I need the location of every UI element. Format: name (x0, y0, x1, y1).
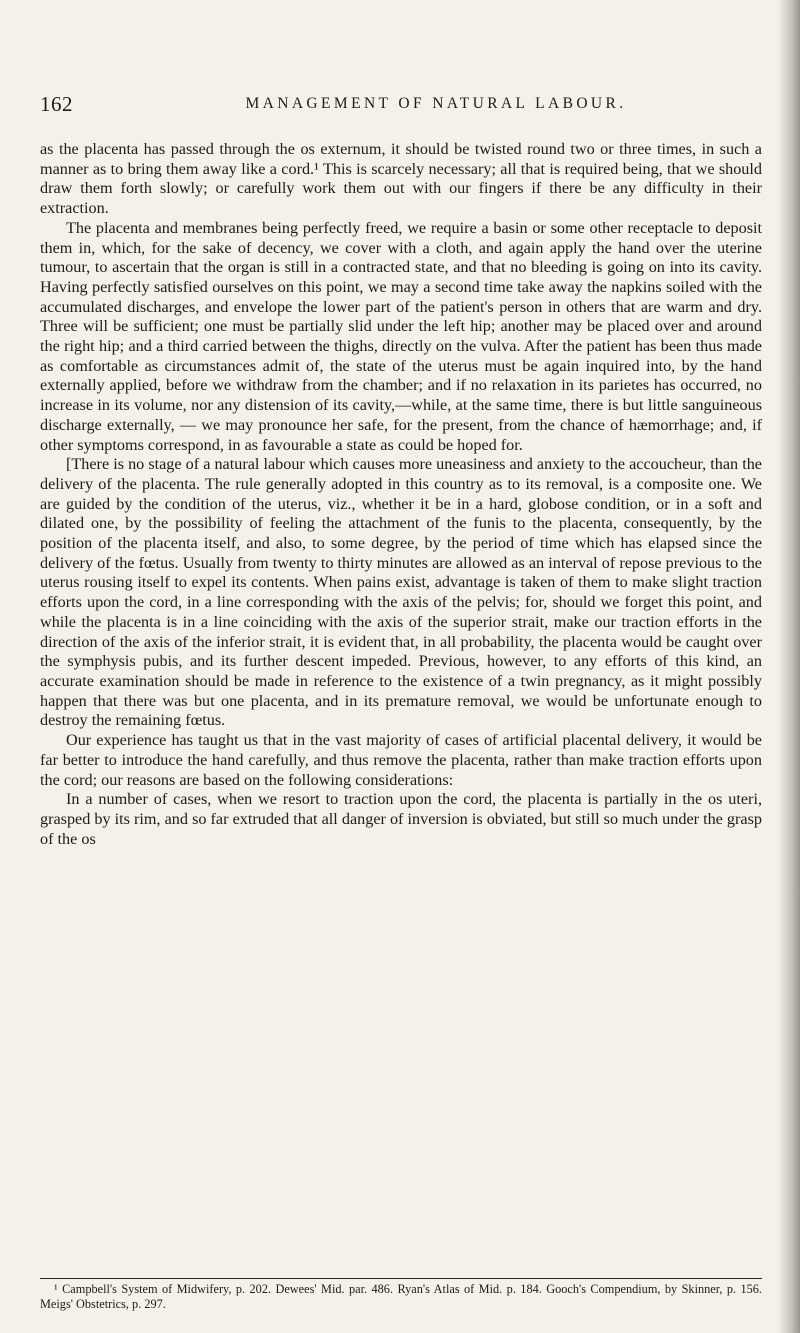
footnote-text: ¹ Campbell's System of Midwifery, p. 202. Dewees' Mid. par. 486. Ryan's Atlas of Mid. p. 184. Gooch's Compendium, by Skinner, p. 156. Meigs' Obstetrics, p. 297. (40, 1282, 762, 1311)
paragraph: [There is no stage of a natural labour which causes more uneasiness and anxiety to the accoucheur, than the delivery of the placenta. The rule generally adopted in this country as to its removal, is a composite one. We are guided by the condition of the uterus, viz., whether it be in a hard, globose condition, or in a soft and dilated one, by the possibility of feeling the attachment of the funis to the placenta, consequently, by the position of the placenta itself, and also, to some degree, by the period of time which has elapsed since the delivery of the fœtus. Usually from twenty to thirty minutes are allowed as an interval of repose previous to the uterus rousing itself to expel its contents. When pains exist, advantage is taken of them to make slight traction efforts upon the cord, in a line corresponding with the axis of the pelvis; for, should we forget this point, and while the placenta is in a line coinciding with the axis of the superior strait, make our traction efforts in the direction of the axis of the inferior strait, it is evident that, in all probability, the placenta would be caught over the symphysis pubis, and its further descent impeded. Previous, however, to any efforts of this kind, an accurate examination should be made in reference to the existence of a twin pregnancy, as it might possibly happen that there was but one placenta, and in its premature removal, we would be unfortunate enough to destroy the remaining fœtus. (40, 455, 762, 730)
footnote-rule (40, 1278, 762, 1279)
paragraph: The placenta and membranes being perfectly freed, we require a basin or some other receptacle to deposit them in, which, for the sake of decency, we cover with a cloth, and again apply the hand over the uterine tumour, to ascertain that the organ is still in a contracted state, and that no bleeding is going on into its cavity. Having perfectly satisfied ourselves on this point, we may a second time take away the napkins soiled with the accumulated discharges, and envelope the lower part of the patient's person in others that are warm and dry. Three will be sufficient; one must be partially slid under the left hip; another may be placed over and around the right hip; and a third carried between the thighs, directly on the vulva. After the patient has been thus made as comfortable as circumstances admit of, the state of the uterus must be again inquired into, by the hand externally applied, before we withdraw from the chamber; and if no relaxation in its parietes has occurred, no increase in its volume, nor any distension of its cavity,—while, at the same time, there is but little sanguineous discharge externally, — we may pronounce her safe, for the present, from the chance of hæmorrhage; and, if other symptoms correspond, in as favourable a state as could be hoped for. (40, 218, 762, 454)
running-head: MANAGEMENT OF NATURAL LABOUR. (245, 95, 627, 112)
page-number: 162 (40, 92, 73, 116)
page-edge-shadow (778, 0, 800, 1333)
paragraph: In a number of cases, when we resort to traction upon the cord, the placenta is partially in the os uteri, grasped by its rim, and so far extruded that all danger of inversion is obviated, but still so much under the grasp of the os (40, 790, 762, 848)
paragraph: Our experience has taught us that in the vast majority of cases of artificial placental delivery, it would be far better to introduce the hand carefully, and thus remove the placenta, rather than make traction efforts upon the cord; our reasons are based on the following considerations: (40, 731, 762, 789)
page-header (40, 92, 762, 116)
body-text (40, 140, 762, 849)
footnote (40, 1282, 762, 1312)
paragraph: as the placenta has passed through the os externum, it should be twisted round two or three times, in such a manner as to bring them away like a cord.¹ This is scarcely necessary; all that is required being, that we should draw them forth slowly; or carefully work them out with our fingers if there be any difficulty in their extraction. (40, 140, 762, 218)
